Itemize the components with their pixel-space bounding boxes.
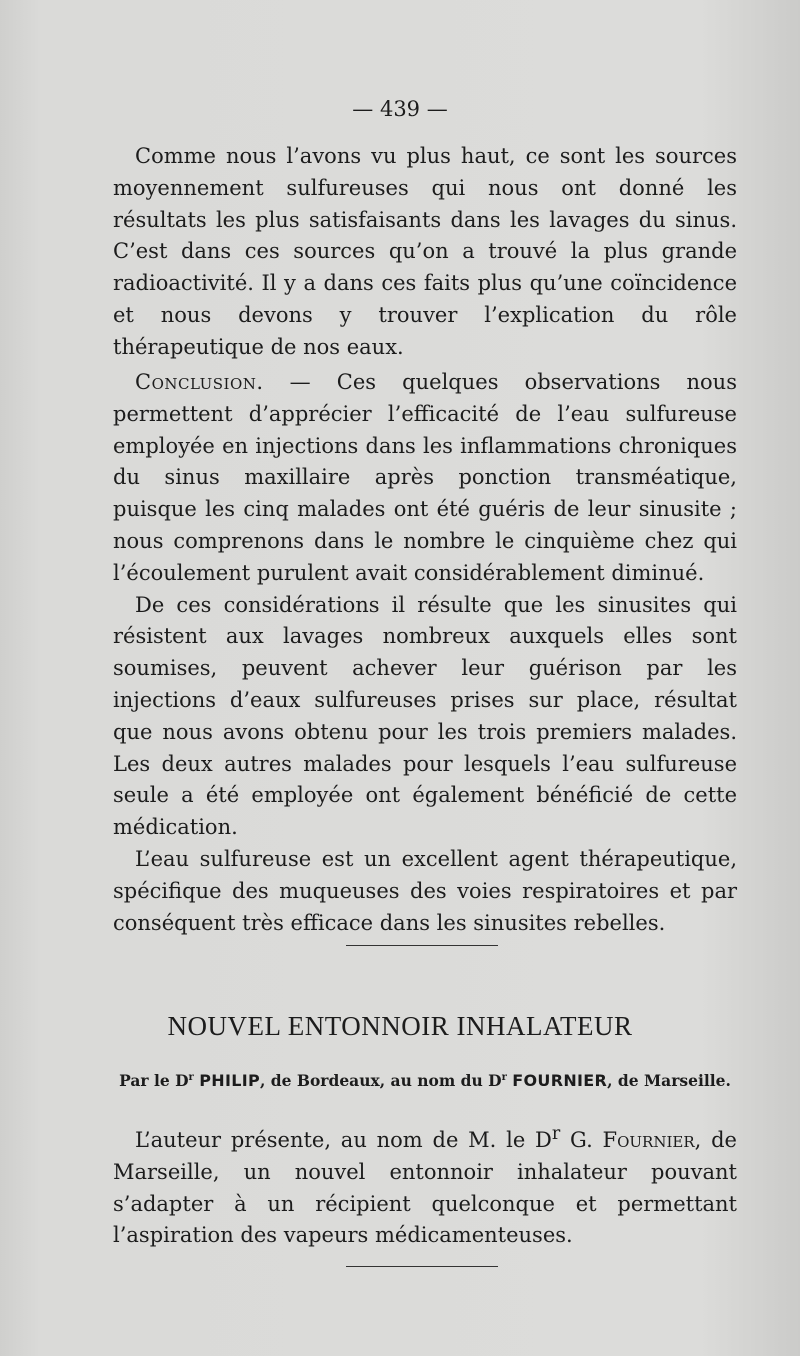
section-divider-top bbox=[346, 945, 498, 946]
body-rest: , de Marseille, un nouvel entonnoir inhalateur pouvant s’adapter à un récipient quelconque et permettant l’aspiration des vapeurs médicamenteuses. bbox=[113, 1128, 737, 1248]
article-title: NOUVEL ENTONNOIR INHALATEUR bbox=[167, 1011, 633, 1041]
author-fournier: FOURNIER bbox=[512, 1071, 608, 1091]
article-body-paragraph bbox=[113, 1119, 737, 1252]
intro-text-block bbox=[113, 141, 737, 364]
byline-middle: , de Bordeaux, au nom du D bbox=[259, 1071, 502, 1091]
byline-sup-1: r bbox=[188, 1072, 194, 1083]
conclusion-dash: — bbox=[263, 370, 337, 394]
byline-suffix: , de Marseille. bbox=[607, 1071, 731, 1091]
author-philip: PHILIP bbox=[199, 1071, 260, 1091]
conclusion-paragraph bbox=[113, 367, 737, 590]
section-divider-bottom bbox=[346, 1266, 498, 1267]
page-number: — 439 — bbox=[352, 97, 448, 121]
body-start: L’auteur présente, au nom de M. le D bbox=[135, 1128, 552, 1152]
body-sup: r bbox=[551, 1124, 561, 1144]
byline-sup-2: r bbox=[501, 1072, 507, 1083]
body-initial: G. bbox=[560, 1128, 603, 1152]
body-name-fournier: Fournier bbox=[602, 1128, 695, 1152]
article-body bbox=[113, 1119, 737, 1252]
conclusion-label: Conclusion. bbox=[135, 370, 264, 394]
paragraph-sulfur-sources: Comme nous l’avons vu plus haut, ce sont les sources moyennement sulfureuses qui nous ont donné les résultats les plus satisfaisants dans les lavages du sinus. C’est dans ces sources qu’on a trouvé la plus grande radioactivité. Il y a dans ces faits plus qu’une coïncidence et nous devons y trouver l’explication du rôle thérapeutique de nos eaux. bbox=[113, 144, 737, 359]
conclusion-section bbox=[113, 367, 737, 939]
therapeutic-agent-paragraph: L’eau sulfureuse est un excellent agent thérapeutique, spécifique des muqueuses des voies respiratoires et par conséquent très efficace dans les sinusites rebelles. bbox=[113, 846, 737, 935]
conclusion-text: Ces quelques observations nous permettent d’apprécier l’efficacité de l’eau sulfureuse employée en injections dans les inflammations chroniques du sinus maxillaire après ponction transméatique, puisque les cinq malades ont été guéris de leur sinusite ; nous comprenons dans le nombre le cinquième chez qui l’écoulement purulent avait considérablement diminué. bbox=[113, 370, 737, 585]
considerations-paragraph: De ces considérations il résulte que les sinusites qui résistent aux lavages nombreux auxquels elles sont soumises, peuvent achever leur guérison par les injections d’eaux sulfureuses prises sur place, résultat que nous avons obtenu pour les trois premiers malades. Les deux autres malades pour lesquels l’eau sulfureuse seule a été employée ont également bénéficié de cette médication. bbox=[113, 592, 737, 840]
article-byline bbox=[0, 1066, 800, 1093]
byline-prefix: Par le D bbox=[119, 1071, 189, 1091]
